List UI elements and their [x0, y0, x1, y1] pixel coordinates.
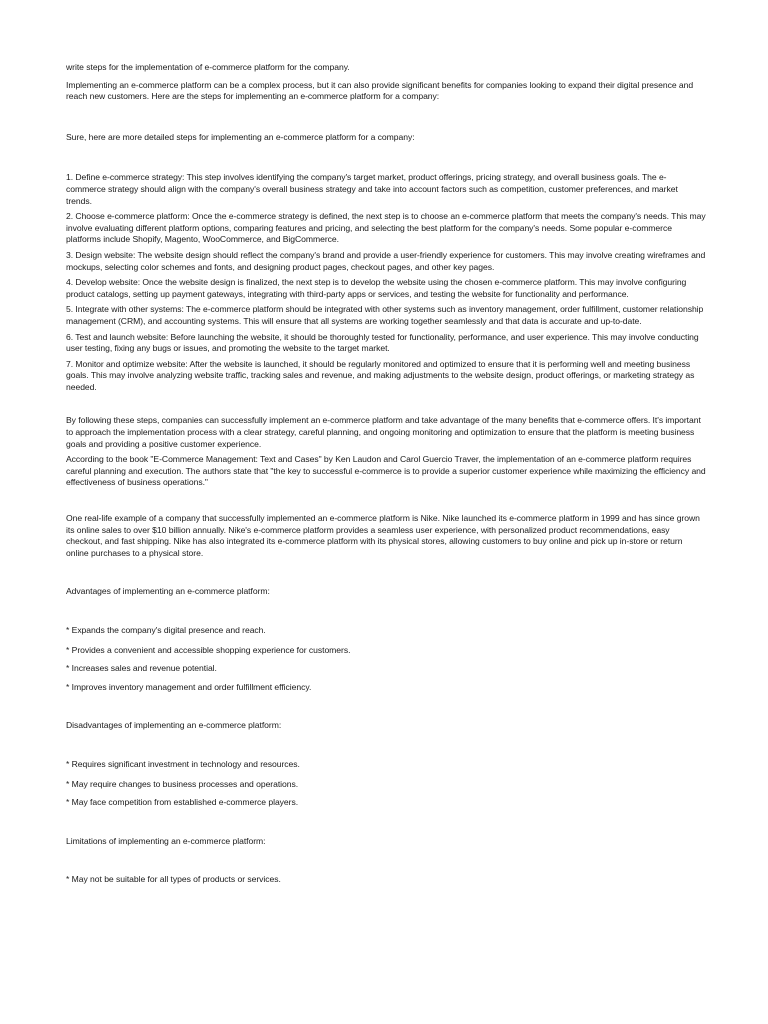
detailed-intro-paragraph: Sure, here are more detailed steps for implementing an e-commerce platform for a company: [66, 131, 415, 142]
document-page [66, 62, 706, 886]
limitation-item: * May not be suitable for all types of products or services. [66, 874, 281, 885]
step-paragraph: 3. Design website: The website design should reflect the company's brand and provide a user-friendly experience for customers. This may involve creating wireframes and mockups, selecting color schemes and fonts, and designing product pages, checkout pages, and other key pages. [66, 249, 706, 272]
advantage-item: * Improves inventory management and order fulfillment efficiency. [66, 681, 312, 692]
disadvantages-heading: Disadvantages of implementing an e-commerce platform: [66, 720, 282, 731]
step-paragraph: 6. Test and launch website: Before launching the website, it should be thoroughly tested for functionality, performance, and user experience. This may involve conducting user testing, fixing any bugs or issues, and promoting the website to the target market. [66, 331, 699, 354]
step-paragraph: 1. Define e-commerce strategy: This step involves identifying the company's target market, product offerings, pricing strategy, and overall business goals. The e-commerce strategy should align with the company's overall business strategy and take into account factors such as competition, customer preferences, and market trends. [66, 172, 678, 206]
disadvantage-item: * May require changes to business processes and operations. [66, 778, 299, 789]
prompt-line: write steps for the implementation of e-commerce platform for the company. [66, 62, 350, 72]
disadvantage-item: * Requires significant investment in technology and resources. [66, 758, 300, 769]
step-paragraph: 4. Develop website: Once the website design is finalized, the next step is to develop the website using the chosen e-commerce platform. This may involve configuring product catalogs, setting up payment gateways, integrating with third-party apps or services, and testing the website for functionality and performance. [66, 277, 687, 299]
disadvantage-item: * May face competition from established e-commerce players. [66, 797, 299, 808]
limitations-heading: Limitations of implementing an e-commerce platform: [66, 835, 266, 846]
intro-paragraph: Implementing an e-commerce platform can be a complex process, but it can also provide significant benefits for companies looking to expand their digital presence and reach new customers. Here are the steps for implementing an e-commerce platform for a company: [66, 79, 694, 102]
advantage-item: * Increases sales and revenue potential. [66, 663, 217, 674]
step-paragraph: 2. Choose e-commerce platform: Once the e-commerce strategy is defined, the next step is to choose an e-commerce platform that meets the company's needs. This may involve evaluating different platform options, comparing features and pricing, and selecting the best platform for the company's needs. Some popular e-commerce platforms include Shopify, Magento, WooCommerce, and BigCommerce. [66, 211, 706, 245]
step-paragraph: 5. Integrate with other systems: The e-commerce platform should be integrated with other systems such as inventory management, order fulfillment, customer relationship management (CRM), and accounting systems. This will ensure that all systems are working together seamlessly and that data is accurate and up-to-date. [66, 304, 704, 326]
advantages-heading: Advantages of implementing an e-commerce platform: [66, 586, 270, 597]
conclusion-paragraph: By following these steps, companies can successfully implement an e-commerce platform and take advantage of the many benefits that e-commerce offers. It's important to approach the implementation process with a clear strategy, careful planning, and ongoing monitoring and optimization to ensure that the platform is meeting business goals and providing a positive customer experience. [66, 415, 701, 449]
step-paragraph: 7. Monitor and optimize website: After the website is launched, it should be regularly monitored and optimized to ensure that it is performing well and meeting business goals. This may involve analyzing website traffic, tracking sales and revenue, and making adjustments to the website design, product offerings, or marketing strategy as needed. [66, 358, 695, 392]
example-paragraph: One real-life example of a company that successfully implemented an e-commerce platform is Nike. Nike launched its e-commerce platform in 1999 and has since grown its online sales to over $10 billion annually. Nike's e-commerce platform provides a seamless user experience, with personalized product recommendations, easy checkout, and fast shipping. Nike has also integrated its e-commerce platform with its physical stores, allowing customers to buy online and pick up in-store or return online purchases to a physical store. [66, 513, 700, 558]
book-reference-paragraph: According to the book "E-Commerce Management: Text and Cases" by Ken Laudon and Carol Guercio Traver, the implementation of an e-commerce platform requires careful planning and execution. The authors state that "the key to successful e-commerce is to provide a superior customer experience while maximizing the efficiency and effectiveness of business operations." [66, 454, 706, 488]
advantage-item: * Expands the company's digital presence and reach. [66, 625, 266, 635]
advantage-item: * Provides a convenient and accessible shopping experience for customers. [66, 644, 351, 655]
